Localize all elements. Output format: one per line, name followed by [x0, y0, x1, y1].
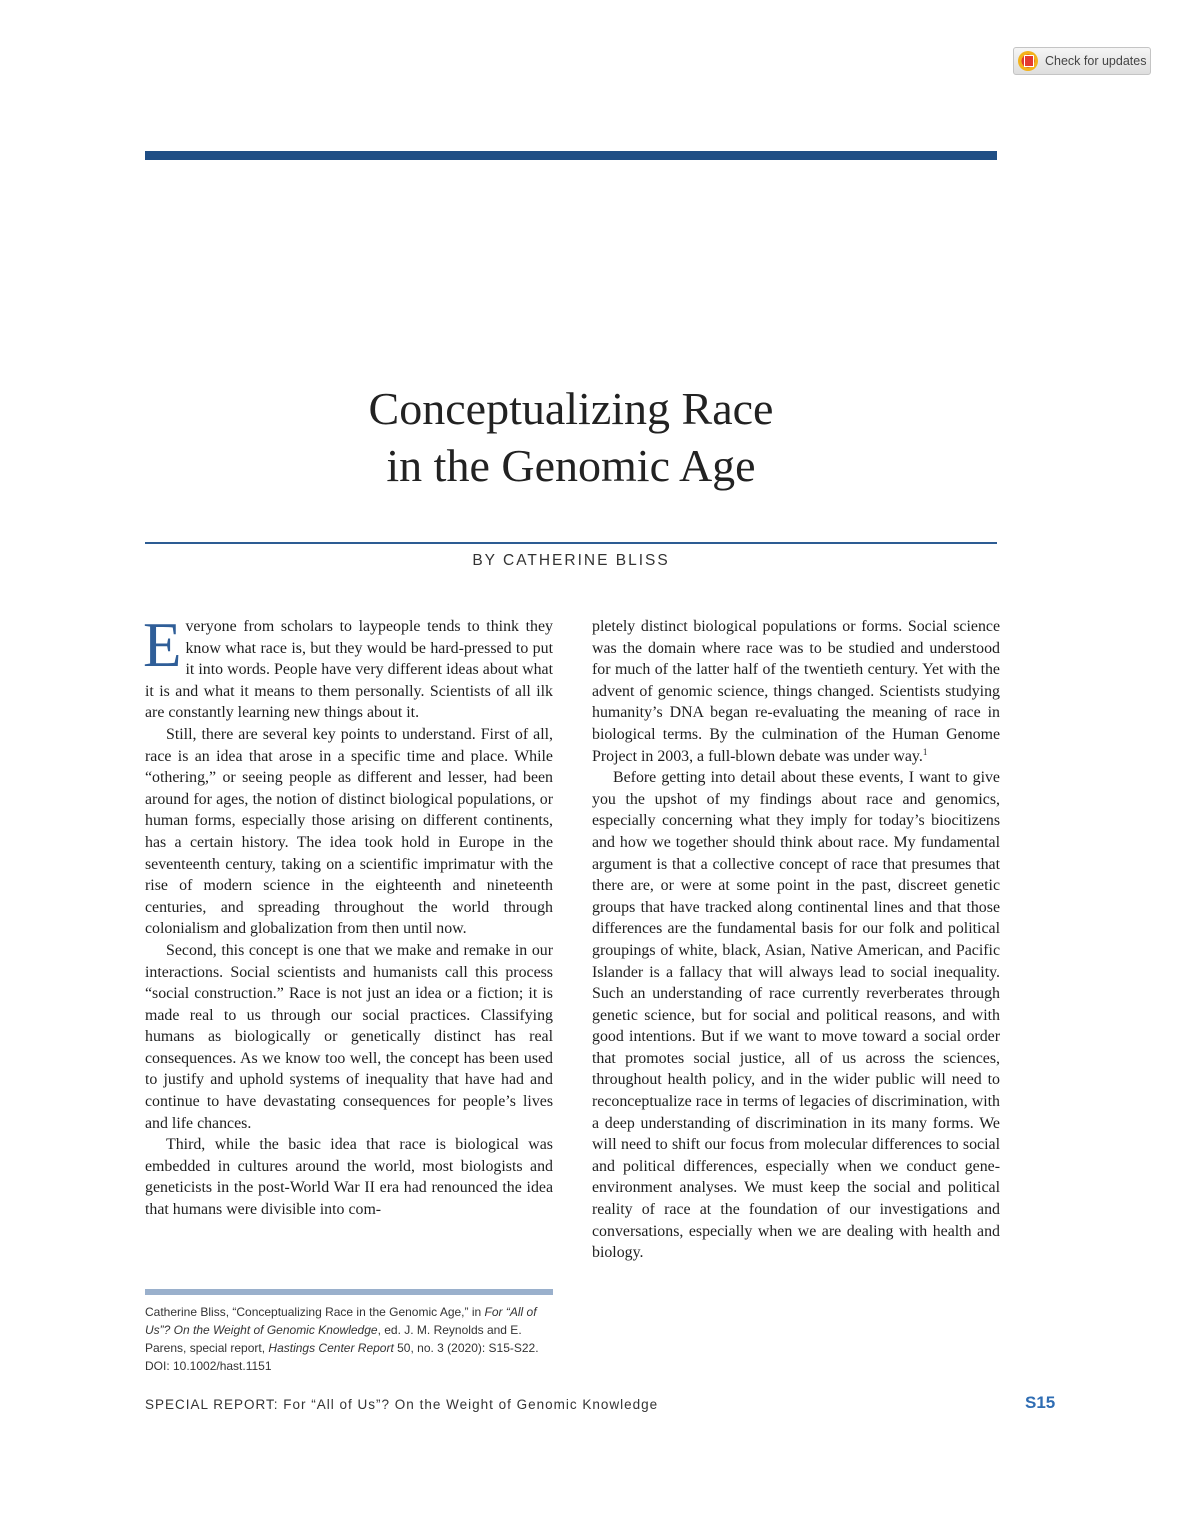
paragraph-3: Second, this concept is one that we make and remake in our interactions. Social scientists and humanists call this process “social construction.” Race is not just an idea or a fiction; it is made real to us through our social practices. Classifying humans as biologically or genetically distinct has real consequences. As we know too well, the concept has been used to justify and uphold systems of inequality that have had and continue to have devastating consequences for people’s lives and life chances.	[145, 941, 553, 1132]
right-column	[592, 616, 1000, 1264]
page-number: S15	[1025, 1393, 1056, 1412]
paragraph-5	[592, 616, 1000, 767]
running-head: SPECIAL REPORT: For “All of Us”? On the Weight of Genomic Knowledge	[145, 1397, 659, 1412]
left-column	[143, 610, 553, 1221]
paragraph-5-text: pletely distinct biological populations or forms. Social science was the domain where race was to be studied and understood for much of the latter half of the twentieth century. Yet with the advent of genomic science, things changed. Scientists studying humanity’s DNA began re-evaluating the meaning of race in biological terms. By the culmination of the Human Genome Project in 2003, a full-blown debate was under way.	[592, 618, 1000, 765]
paragraph-2: Still, there are several key points to understand. First of all, race is an idea that arose in a specific time and place. While “othering,” or seeing people as different and lesser, had been around for ages, the notion of distinct biological populations, or human forms, especially those arising on different continents, has a certain history. The idea took hold in Europe in the seventeenth century, taking on a scientific imprimatur with the rise of modern science in the eighteenth and nineteenth centuries, and spreading throughout the world through colonialism and globalization from then until now.	[145, 725, 553, 938]
title-rule	[145, 542, 997, 544]
byline: BY CATHERINE BLISS	[472, 552, 670, 569]
citation-part-3: 50, no. 3 (2020): S15-S22. DOI: 10.1002/hast.1151	[145, 1341, 539, 1373]
title-line-2: in the Genomic Age	[386, 440, 756, 491]
paragraph-1	[143, 610, 553, 724]
footnote-rule	[145, 1289, 553, 1295]
crossmark-icon	[1018, 51, 1038, 71]
article-title	[145, 380, 997, 494]
drop-cap: E	[143, 610, 182, 680]
title-line-1: Conceptualizing Race	[368, 383, 774, 434]
citation-footnote	[145, 1303, 555, 1375]
check-for-updates-label: Check for updates	[1045, 54, 1147, 68]
footnote-marker[interactable]: 1	[922, 746, 928, 757]
citation-part-1: Catherine Bliss, “Conceptualizing Race in the Genomic Age,” in	[145, 1305, 485, 1319]
citation-journal: Hastings Center Report	[268, 1341, 394, 1355]
header-rule	[145, 151, 997, 160]
citation-book-title: For “All of Us”? On the Weight of Genomic Knowledge	[145, 1305, 537, 1337]
check-for-updates-button[interactable]	[1013, 47, 1151, 75]
paragraph-1-text: veryone from scholars to laypeople tends to think they know what race is, but they would be hard-pressed to put it into words. People have very different ideas about what it is and what it means to them personally. Scientists of all ilk are constantly learning new things about it.	[145, 618, 553, 722]
paragraph-6: Before getting into detail about these events, I want to give you the upshot of my findings about race and genomics, especially concerning what they imply for today’s biocitizens and how we together should think about race. My fundamental argument is that a collective concept of race that presumes that there are, or were at some point in the past, discreet genetic groups that have tracked along continental lines and that those differences are the fundamental basis for our folk and political groupings of white, black, Asian, Native American, and Pacific Islander is a fallacy that will always lead to social inequality. Such an understanding of race currently reverberates through genetic science, but for social and political reasons, and with good intentions. But if we want to move toward a social order that promotes social justice, all of us across the sciences, throughout health policy, and in the wider public will need to reconceptualize race in terms of legacies of discrimination, with a deep understanding of discrimination in its many forms. We will need to shift our focus from molecular differences to social and political differences, especially when we conduct gene-environment analyses. We must keep the social and political reality of race at the foundation of our investigations and conversations, especially when we are dealing with health and biology.	[592, 769, 1000, 1262]
paragraph-4: Third, while the basic idea that race is biological was embedded in cultures around the world, most biologists and geneticists in the post-World War II era had renounced the idea that humans were divisible into com-	[145, 1136, 553, 1219]
citation-part-2: , ed. J. M. Reynolds and E. Parens, special report,	[145, 1323, 522, 1355]
